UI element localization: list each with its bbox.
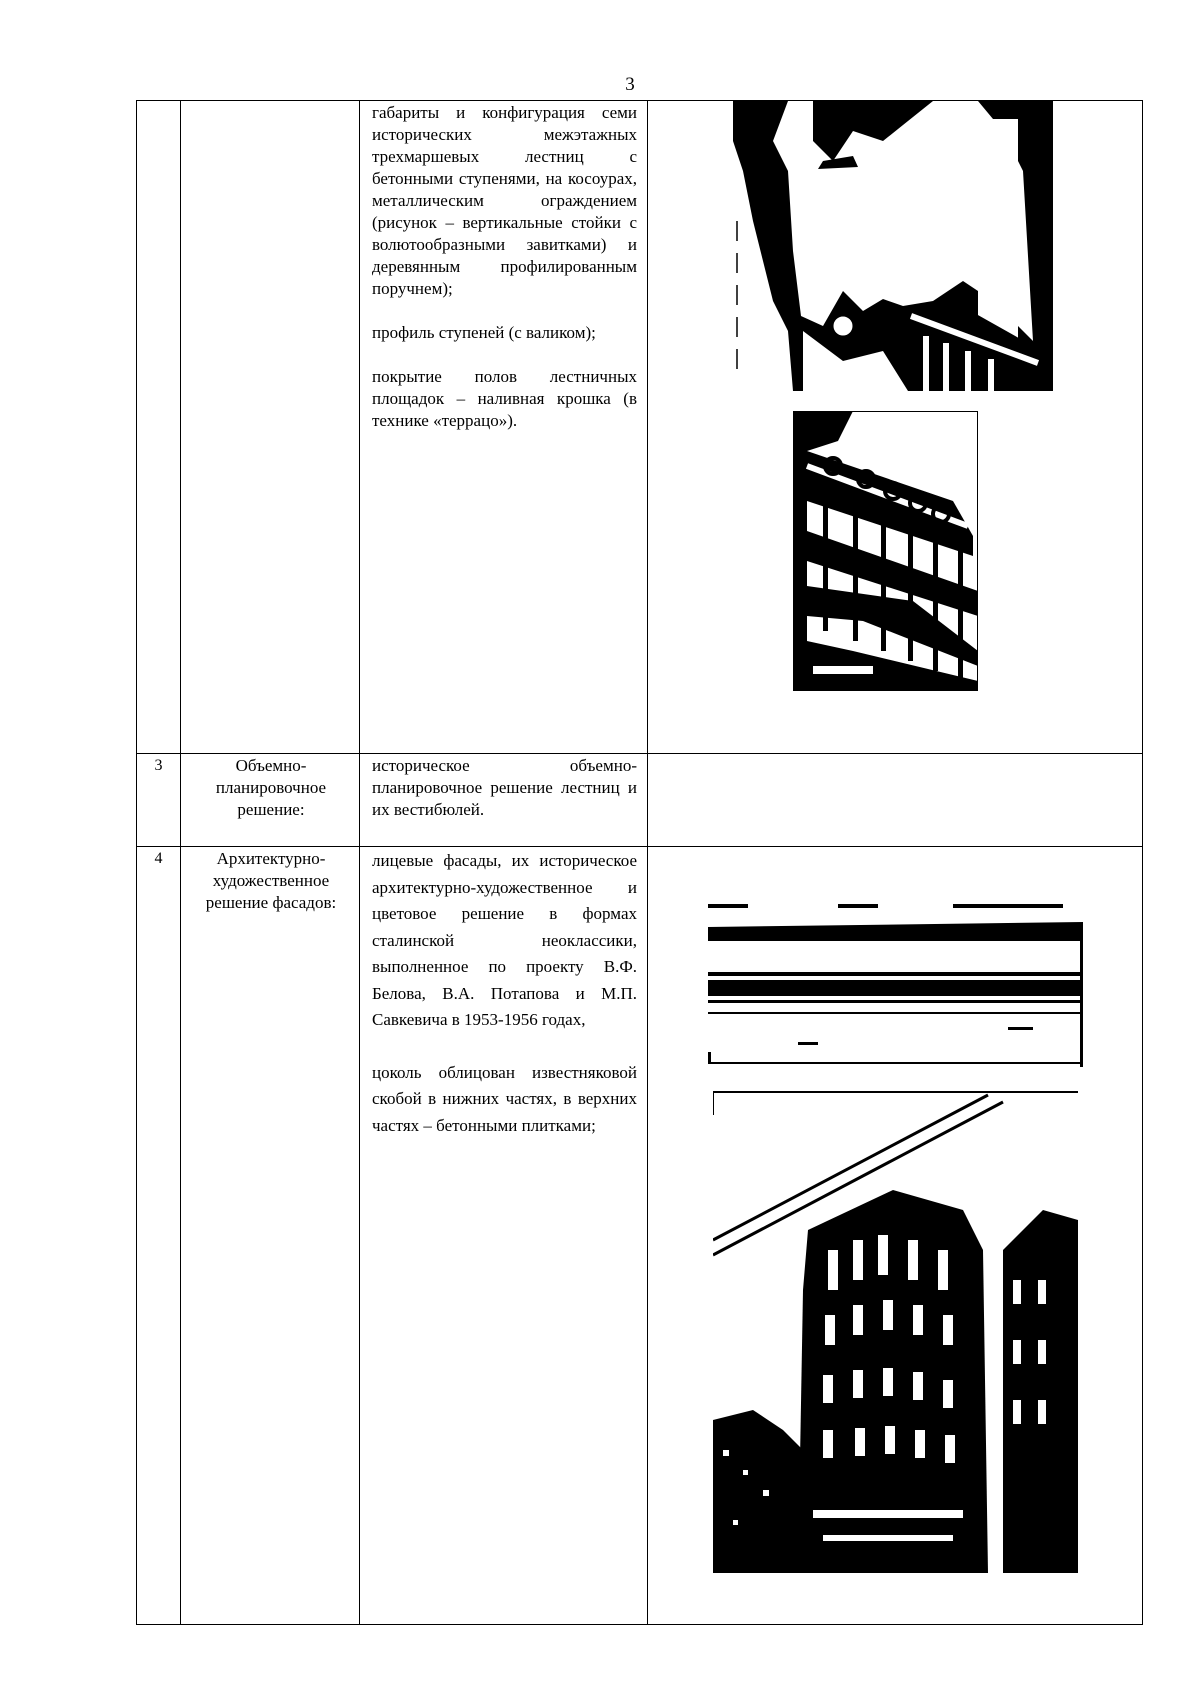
- paragraph: габариты и конфигурация семи исторических межэтажных трехмаршевых лестниц с бетонными ступенями, на косоурах, металлическим ограждением (рисунок – вертикальные стойки с волютообразными завитками) и деревянным профилированным поручнем);: [372, 103, 637, 298]
- table-row: [137, 754, 1143, 847]
- row-name: [181, 101, 360, 754]
- protected-features-table: [136, 100, 1143, 1625]
- row-name: Архитектурно-художественное решение фасадов:: [181, 847, 360, 1625]
- page-number: 3: [625, 74, 635, 95]
- paragraph: покрытие полов лестничных площадок – наливная крошка (в технике «террацо»).: [372, 367, 637, 430]
- row-number: 4: [137, 847, 181, 1625]
- paragraph: лицевые фасады, их историческое архитектурно-художественное и цветовое решение в формах сталинской неоклассики, выполненное по проекту В.Ф. Белова, В.А. Потапова и М.П. Савкевича в 1953-1956 годах,: [372, 851, 637, 1029]
- cornice-photo: [708, 902, 1083, 1067]
- row-description: [360, 101, 648, 754]
- staircase-photo: [733, 101, 1053, 391]
- railing-photo: [793, 411, 978, 691]
- row-description: [360, 847, 648, 1625]
- photo-cell: [648, 754, 1143, 847]
- table-row: [137, 847, 1143, 1625]
- row-number: 3: [137, 754, 181, 847]
- paragraph: историческое объемно-планировочное решение лестниц и их вестибюлей.: [372, 756, 637, 819]
- paragraph: профиль ступеней (с валиком);: [372, 323, 596, 342]
- photo-cell: [648, 101, 1143, 754]
- photo-cell: [648, 847, 1143, 1625]
- building-photo: [713, 1090, 1078, 1573]
- row-description: [360, 754, 648, 847]
- paragraph: цоколь облицован известняковой скобой в нижних частях, в верхних частях – бетонными плитками;: [372, 1062, 637, 1135]
- table-row: [137, 101, 1143, 754]
- row-number: [137, 101, 181, 754]
- row-name: Объемно-планировочное решение:: [181, 754, 360, 847]
